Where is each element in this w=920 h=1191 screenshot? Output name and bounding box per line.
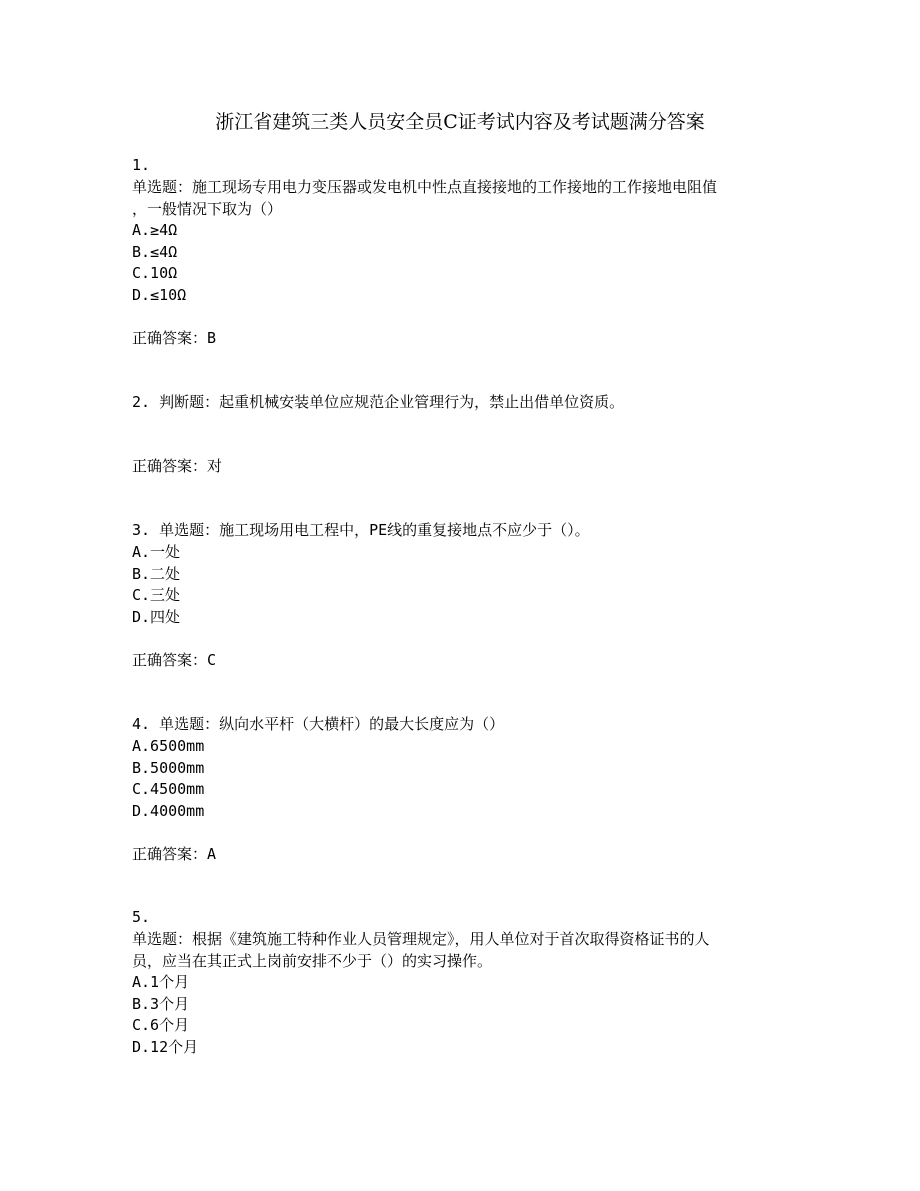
option-b: B.二处 bbox=[132, 565, 181, 583]
question-stem-line: 4. 单选题：纵向水平杆（大横杆）的最大长度应为（） bbox=[132, 715, 505, 733]
option-a: A.≥4Ω bbox=[132, 221, 178, 239]
correct-answer: 正确答案：对 bbox=[132, 457, 223, 475]
option-c: C.三处 bbox=[132, 586, 181, 604]
option-b: B.5000mm bbox=[132, 759, 205, 777]
question-stem-line: 2. 判断题：起重机械安装单位应规范企业管理行为，禁止出借单位资质。 bbox=[132, 393, 625, 411]
question-stem-line: 3. 单选题：施工现场用电工程中，PE线的重复接地点不应少于（）。 bbox=[132, 521, 590, 539]
correct-answer: 正确答案：A bbox=[132, 845, 217, 863]
option-d: D.≤10Ω bbox=[132, 286, 187, 304]
option-d: D.四处 bbox=[132, 608, 181, 626]
option-c: C.4500mm bbox=[132, 780, 205, 798]
option-b: B.3个月 bbox=[132, 995, 190, 1013]
question-number: 5. bbox=[132, 908, 151, 926]
option-c: C.6个月 bbox=[132, 1016, 190, 1034]
option-a: A.6500mm bbox=[132, 737, 205, 755]
question-stem-line: ，一般情况下取为（） bbox=[132, 200, 283, 218]
option-b: B.≤4Ω bbox=[132, 243, 178, 261]
option-a: A.一处 bbox=[132, 543, 181, 561]
option-d: D.4000mm bbox=[132, 802, 205, 820]
option-a: A.1个月 bbox=[132, 973, 190, 991]
option-d: D.12个月 bbox=[132, 1038, 199, 1056]
question-stem-line: 单选题：根据《建筑施工特种作业人员管理规定》，用人单位对于首次取得资格证书的人 bbox=[132, 930, 710, 948]
correct-answer: 正确答案：C bbox=[132, 651, 217, 669]
question-number: 1. bbox=[132, 156, 151, 174]
option-c: C.10Ω bbox=[132, 264, 178, 282]
correct-answer: 正确答案：B bbox=[132, 329, 217, 347]
document-title: 浙江省建筑三类人员安全员C证考试内容及考试题满分答案 bbox=[215, 111, 705, 133]
question-stem-line: 员，应当在其正式上岗前安排不少于（）的实习操作。 bbox=[132, 952, 493, 970]
question-stem-line: 单选题：施工现场专用电力变压器或发电机中性点直接接地的工作接地的工作接地电阻值 bbox=[132, 178, 718, 196]
